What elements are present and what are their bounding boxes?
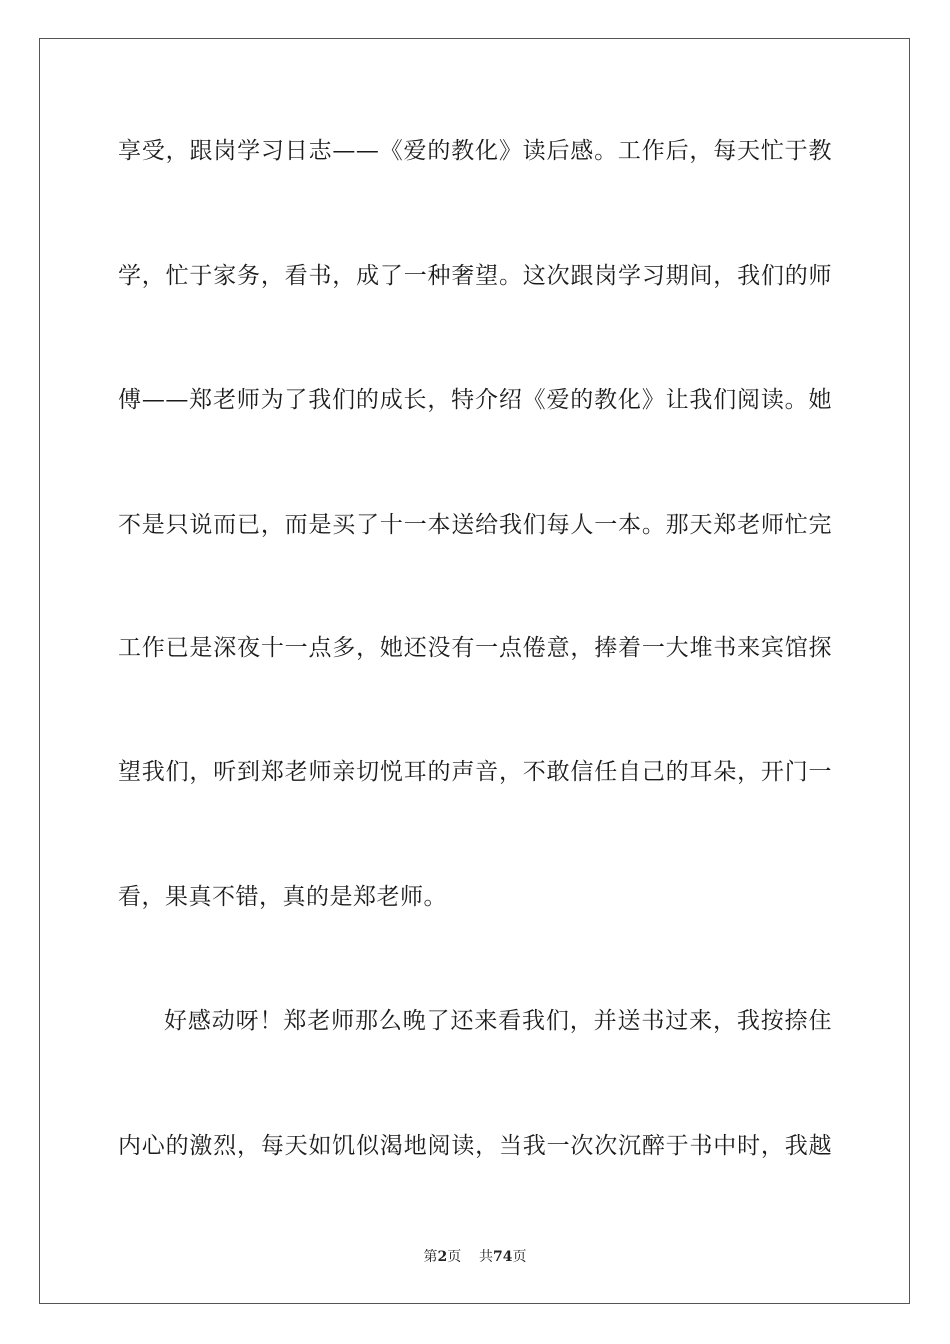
page-footer	[0, 1248, 950, 1266]
text-line-3: 傅——郑老师为了我们的成长，特介绍《爱的教化》让我们阅读。她	[118, 387, 832, 413]
total-prefix: 共	[479, 1249, 494, 1265]
page-suffix: 页	[447, 1249, 462, 1265]
total-pages: 74	[493, 1249, 513, 1265]
page-prefix: 第	[423, 1249, 438, 1265]
page-border	[39, 38, 910, 1304]
text-line-1: 享受，跟岗学习日志——《爱的教化》读后感。工作后，每天忙于教	[118, 138, 832, 164]
text-line-9: 内心的激烈，每天如饥似渴地阅读，当我一次次沉醉于书中时，我越	[118, 1133, 832, 1159]
text-line-5: 工作已是深夜十一点多，她还没有一点倦意，捧着一大堆书来宾馆探	[118, 635, 832, 661]
text-line-6: 望我们，听到郑老师亲切悦耳的声音，不敢信任自己的耳朵，开门一	[118, 759, 832, 785]
text-line-7: 看，果真不错，真的是郑老师。	[118, 884, 447, 910]
text-line-2: 学，忙于家务，看书，成了一种奢望。这次跟岗学习期间，我们的师	[118, 263, 832, 289]
page-number: 2	[437, 1249, 448, 1265]
total-suffix: 页	[512, 1249, 527, 1265]
text-line-4: 不是只说而已，而是买了十一本送给我们每人一本。那天郑老师忙完	[118, 512, 832, 538]
paragraph-start-line: 好感动呀！郑老师那么晚了还来看我们，并送书过来，我按捺住	[164, 1008, 832, 1034]
